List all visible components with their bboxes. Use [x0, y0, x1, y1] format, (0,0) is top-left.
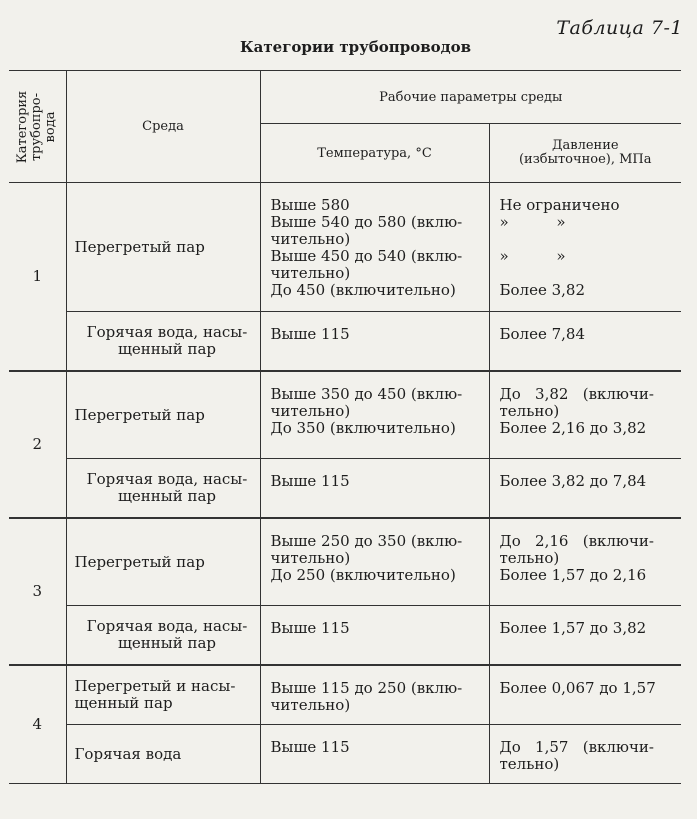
temperature-cell: Выше 115 до 250 (вклю- чительно): [260, 665, 489, 725]
temperature-cell: Выше 115: [260, 725, 489, 784]
medium-cell: Перегретый и насы- щенный пар: [66, 665, 260, 725]
table-row: [9, 312, 681, 372]
pressure-cell: До 1,57 (включи- тельно): [489, 725, 681, 784]
table-row: [9, 665, 681, 725]
temperature-cell: Выше 115: [260, 312, 489, 372]
temperature-cell: Выше 350 до 450 (вклю- чительно) До 350 (включительно): [260, 371, 489, 459]
table-row: [9, 459, 681, 519]
header-pressure-line1: Давление: [551, 138, 619, 153]
medium-cell: Горячая вода, насы- щенный пар: [66, 312, 260, 372]
header-params: [260, 71, 681, 124]
table-number: Таблица 7-1: [556, 17, 683, 39]
pressure-cell: Более 3,82 до 7,84: [489, 459, 681, 519]
category-cell: 3: [9, 518, 66, 665]
header-params-label: Рабочие параметры среды: [379, 89, 563, 105]
pressure-cell: Более 7,84: [489, 312, 681, 372]
table-row: [9, 606, 681, 666]
pressure-cell: До 2,16 (включи- тельно) Более 1,57 до 2,16: [489, 518, 681, 606]
table-row: [9, 518, 681, 606]
header-pressure-line2: (избыточное), МПа: [518, 152, 652, 167]
pipeline-categories-table: [9, 70, 681, 784]
table-row: [9, 371, 681, 459]
pressure-cell: Более 1,57 до 3,82: [489, 606, 681, 666]
header-category-label: Категория трубопро- вода: [15, 90, 59, 163]
header-medium-label: Среда: [142, 119, 184, 134]
table-row: [9, 183, 681, 312]
category-cell: 1: [9, 183, 66, 372]
category-cell: 2: [9, 371, 66, 518]
header-temperature-label: Температура, °С: [317, 145, 432, 161]
pressure-cell: Не ограничено » » » » Более 3,82: [489, 183, 681, 312]
medium-cell: Горячая вода: [66, 725, 260, 784]
header-pressure: [489, 124, 681, 183]
table-row: [9, 725, 681, 784]
pressure-cell: До 3,82 (включи- тельно) Более 2,16 до 3,82: [489, 371, 681, 459]
medium-cell: Горячая вода, насы- щенный пар: [66, 606, 260, 666]
medium-cell: Перегретый пар: [66, 518, 260, 606]
temperature-cell: Выше 115: [260, 606, 489, 666]
temperature-cell: Выше 115: [260, 459, 489, 519]
temperature-cell: Выше 580 Выше 540 до 580 (вклю- чительно) Выше 450 до 540 (вклю- чительно) До 450 (включительно): [260, 183, 489, 312]
header-medium: [66, 71, 260, 183]
temperature-cell: Выше 250 до 350 (вклю- чительно) До 250 (включительно): [260, 518, 489, 606]
header-temperature: [260, 124, 489, 183]
table-title: Категории трубопроводов: [240, 38, 472, 56]
medium-cell: Перегретый пар: [66, 371, 260, 459]
medium-cell: Перегретый пар: [66, 183, 260, 312]
pressure-cell: Более 0,067 до 1,57: [489, 665, 681, 725]
header-category: [9, 71, 66, 183]
medium-cell: Горячая вода, насы- щенный пар: [66, 459, 260, 519]
category-cell: 4: [9, 665, 66, 784]
